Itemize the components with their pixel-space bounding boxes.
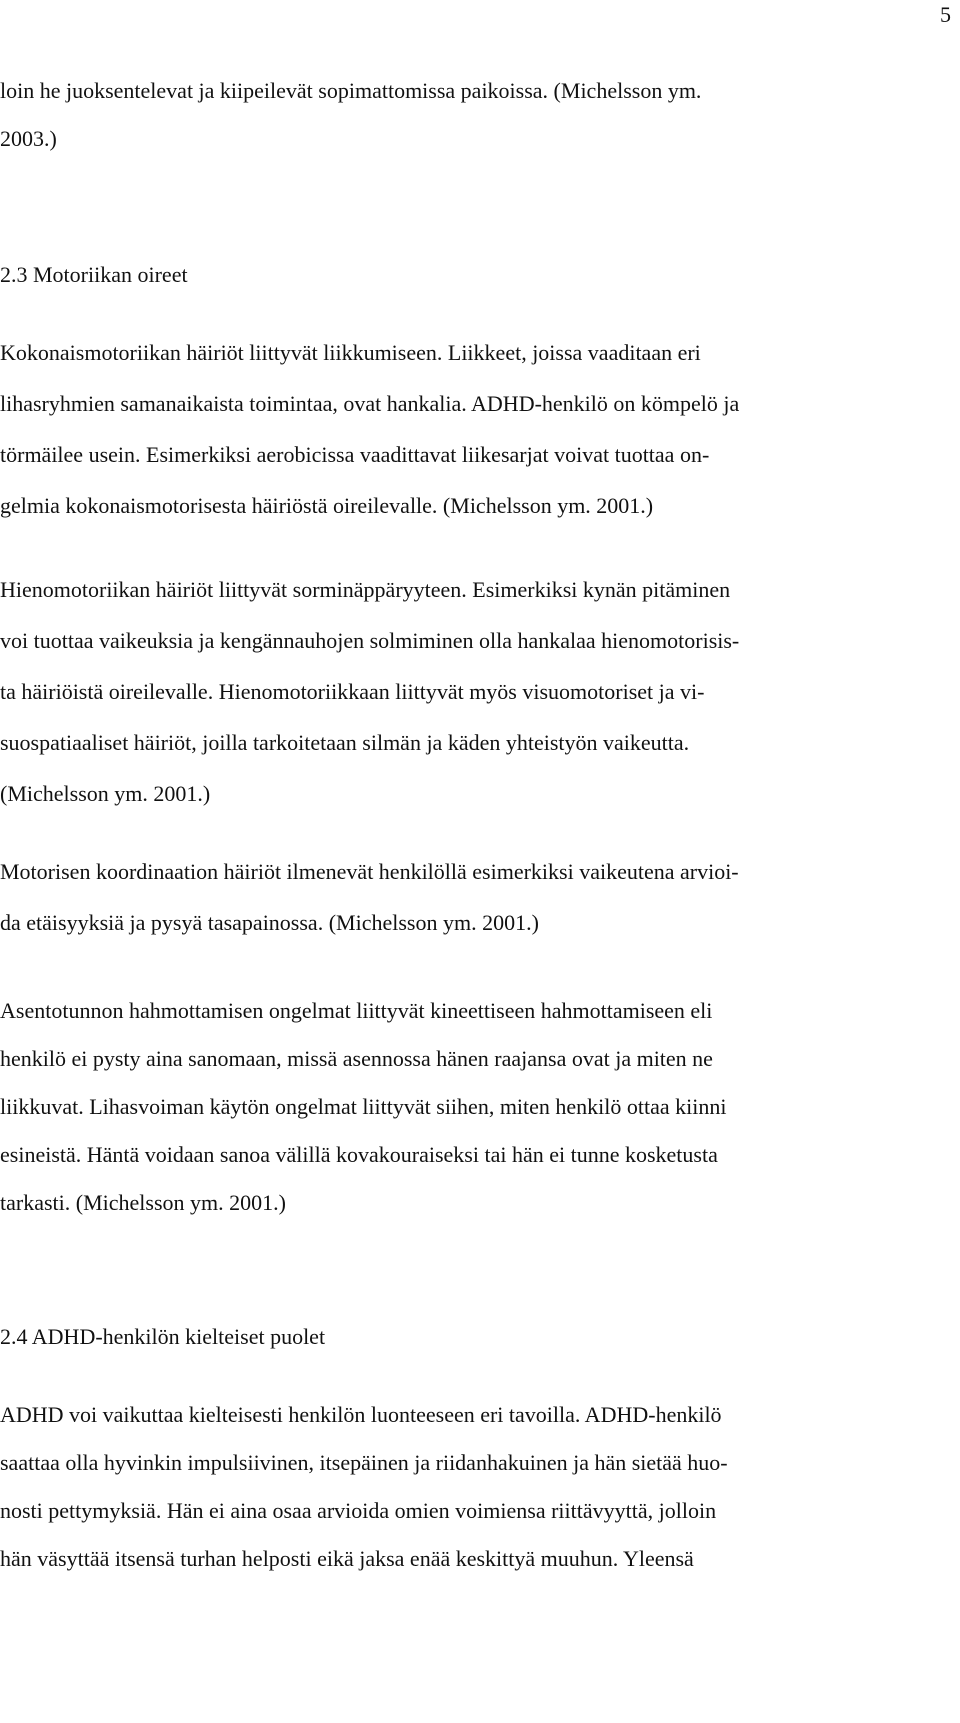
text-line: loin he juoksentelevat ja kiipeilevät sopimattomissa paikoissa. (Michelsson ym. <box>0 78 702 103</box>
text-line: Asentotunnon hahmottamisen ongelmat liittyvät kineettiseen hahmottamiseen eli <box>0 998 713 1023</box>
text-line: da etäisyyksiä ja pysyä tasapainossa. (Michelsson ym. 2001.) <box>0 910 539 935</box>
text-line: törmäilee usein. Esimerkiksi aerobicissa vaadittavat liikesarjat voivat tuottaa on- <box>0 442 710 467</box>
text-line: tarkasti. (Michelsson ym. 2001.) <box>0 1190 286 1215</box>
text-line: 2003.) <box>0 126 57 151</box>
text-line: ADHD voi vaikuttaa kielteisesti henkilön luonteeseen eri tavoilla. ADHD-henkilö <box>0 1402 722 1427</box>
text-line: suospatiaaliset häiriöt, joilla tarkoitetaan silmän ja käden yhteistyön vaikeutta. <box>0 730 690 755</box>
text-line: henkilö ei pysty aina sanomaan, missä asennossa hänen raajansa ovat ja miten ne <box>0 1046 713 1071</box>
text-line: (Michelsson ym. 2001.) <box>0 781 211 806</box>
text-line: ta häiriöistä oireilevalle. Hienomotoriikkaan liittyvät myös visuomotoriset ja vi- <box>0 679 705 704</box>
text-line: Kokonaismotoriikan häiriöt liittyvät liikkumiseen. Liikkeet, joissa vaaditaan eri <box>0 340 701 365</box>
page-number: 5 <box>940 2 951 27</box>
text-line: gelmia kokonaismotorisesta häiriöstä oireilevalle. (Michelsson ym. 2001.) <box>0 493 654 518</box>
text-line: Motorisen koordinaation häiriöt ilmenevät henkilöllä esimerkiksi vaikeutena arvioi- <box>0 859 739 884</box>
text-line: esineistä. Häntä voidaan sanoa välillä kovakouraiseksi tai hän ei tunne kosketusta <box>0 1142 718 1167</box>
text-line: hän väsyttää itsensä turhan helposti eikä jaksa enää keskittyä muuhun. Yleensä <box>0 1546 694 1571</box>
text-line: voi tuottaa vaikeuksia ja kengännauhojen solmiminen olla hankalaa hienomotorisis- <box>0 628 740 653</box>
text-line: lihasryhmien samanaikaista toimintaa, ovat hankalia. ADHD-henkilö on kömpelö ja <box>0 391 740 416</box>
heading-text: 2.3 Motoriikan oireet <box>0 262 188 287</box>
text-line: Hienomotoriikan häiriöt liittyvät sorminäppäryyteen. Esimerkiksi kynän pitäminen <box>0 577 731 602</box>
heading-text: 2.4 ADHD-henkilön kielteiset puolet <box>0 1324 326 1349</box>
text-line: saattaa olla hyvinkin impulsiivinen, itsepäinen ja riidanhakuinen ja hän sietää huo- <box>0 1450 728 1475</box>
text-line: liikkuvat. Lihasvoiman käytön ongelmat liittyvät siihen, miten henkilö ottaa kiinni <box>0 1094 727 1119</box>
text-line: nosti pettymyksiä. Hän ei aina osaa arvioida omien voimiensa riittävyyttä, jolloin <box>0 1498 717 1523</box>
